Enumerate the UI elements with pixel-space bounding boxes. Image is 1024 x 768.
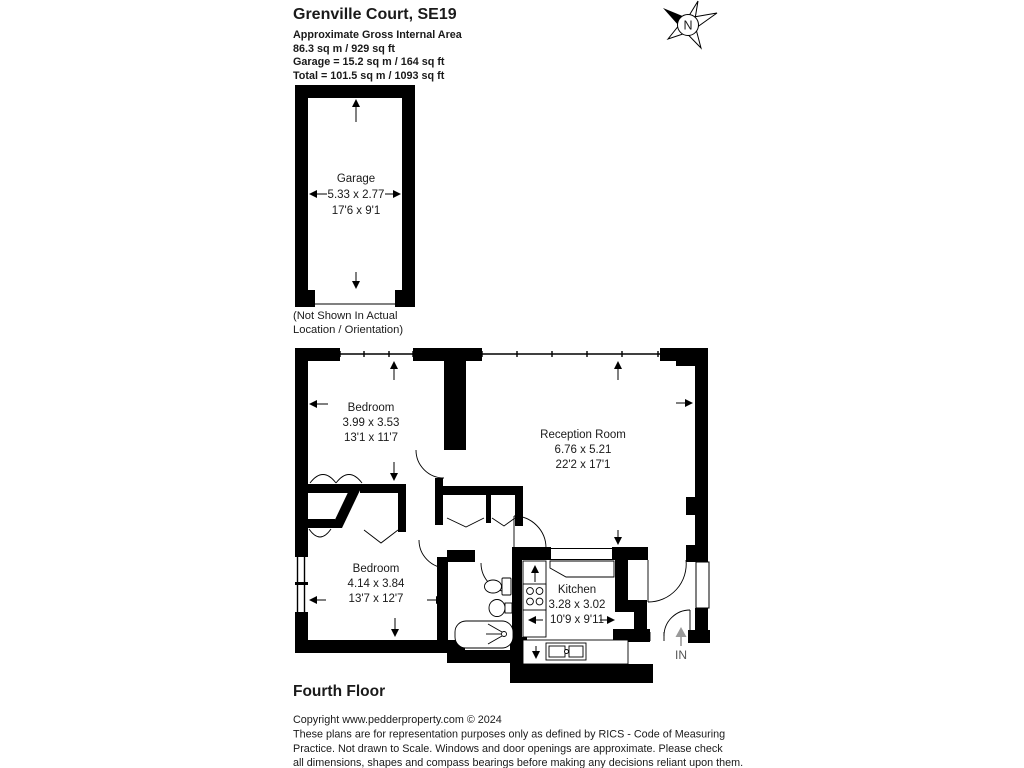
area-line: 86.3 sq m / 929 sq ft: [293, 43, 396, 55]
garage-plan: [295, 85, 415, 307]
svg-text:(Not Shown In Actual: (Not Shown In Actual: [293, 310, 398, 322]
bedroom2-label: Bedroom: [352, 563, 400, 575]
entrance-label: IN: [675, 648, 687, 662]
footer-line: These plans are for representation purposes only as defined by RICS - Code of Measuring: [293, 728, 726, 741]
footer-line: Copyright www.pedderproperty.com © 2024: [293, 714, 502, 726]
garage-dim-metric: 5.33 x 2.77: [327, 189, 385, 201]
toilet-bowl: [485, 580, 502, 593]
garage-note: [293, 310, 403, 336]
garage-label: Garage: [336, 173, 376, 185]
kitchen-label: Kitchen: [557, 584, 597, 596]
svg-text:Location / Orientation): Location / Orientation): [293, 324, 404, 336]
header: [293, 6, 463, 82]
right-wall-window: [696, 562, 709, 608]
bathroom-fixtures: [455, 578, 513, 648]
bedroom1-dim-metric: 3.99 x 3.53: [342, 417, 400, 429]
bedroom2-dim-imperial: 13'7 x 12'7: [348, 593, 404, 605]
compass-n-label: N: [683, 18, 693, 33]
bedroom1-dim-imperial: 13'1 x 11'7: [343, 432, 399, 444]
kitchen-dim-metric: 3.28 x 3.02: [548, 599, 606, 611]
area-line: Approximate Gross Internal Area: [293, 29, 462, 41]
toilet-tank: [502, 578, 511, 595]
reception-dim-imperial: 22'2 x 17'1: [555, 459, 611, 471]
room-labels: [343, 402, 626, 626]
floor-label: Fourth Floor: [293, 683, 386, 700]
reception-label: Reception Room: [540, 429, 626, 441]
footer: [293, 683, 743, 768]
footer-line: Practice. Not drawn to Scale. Windows and door openings are approximate. Please check: [293, 743, 723, 755]
entrance-marker: [675, 627, 687, 662]
area-line: Garage = 15.2 sq m / 164 sq ft: [293, 56, 445, 68]
basin-tap: [505, 603, 512, 613]
area-line: Total = 101.5 sq m / 1093 sq ft: [293, 70, 445, 82]
basin: [489, 600, 505, 617]
kitchen-dim-imperial: 10'9 x 9'11: [549, 614, 605, 626]
entrance-arrow-icon: [676, 627, 687, 637]
compass-north-icon: [663, 1, 717, 48]
reception-dim-metric: 6.76 x 5.21: [554, 444, 612, 456]
kitchen-counter-top: [550, 561, 614, 577]
page-title: Grenville Court, SE19: [293, 6, 457, 23]
bedroom1-label: Bedroom: [347, 402, 395, 414]
footer-line: all dimensions, shapes and compass bearings before making any decisions reliant upon them.: [293, 757, 744, 768]
bedroom2-dim-metric: 4.14 x 3.84: [347, 578, 405, 590]
garage-dim-imperial: 17'6 x 9'1: [331, 205, 381, 217]
kitchen-fixtures: [523, 561, 628, 664]
stove: [523, 584, 546, 610]
